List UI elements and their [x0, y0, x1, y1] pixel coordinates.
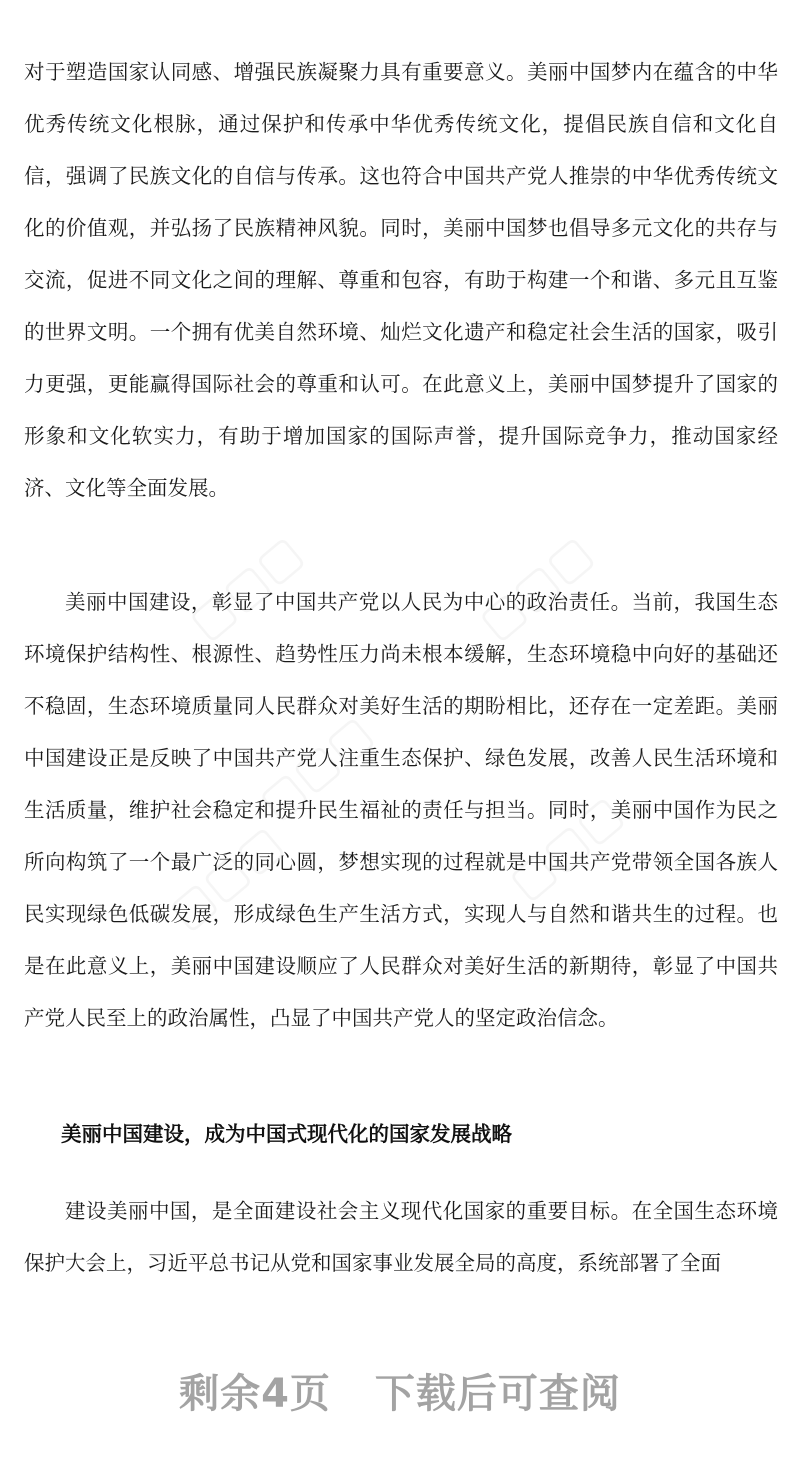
document-page — [24, 0, 778, 1474]
paragraph-3: 建设美丽中国，是全面建设社会主义现代化国家的重要目标。在全国生态环境保护大会上，习近平总书记从党和国家事业发展全局的高度，系统部署了全面 — [24, 1199, 778, 1275]
paragraph-2: 美丽中国建设，彰显了中国共产党以人民为中心的政治责任。当前，我国生态环境保护结构性、根源性、趋势性压力尚未根本缓解，生态环境稳中向好的基础还不稳固，生态环境质量同人民群众对美好生活的期盼相比，还存在一定差距。美丽中国建设正是反映了中国共产党人注重生态保护、绿色发展，改善人民生活环境和生活质量，维护社会稳定和提升民生福祉的责任与担当。同时，美丽中国作为民之所向构筑了一个最广泛的同心圆，梦想实现的过程就是中国共产党带领全国各族人民实现绿色低碳发展，形成绿色生产生活方式，实现人与自然和谐共生的过程。也是在此意义上，美丽中国建设顺应了人民群众对美好生活的新期待，彰显了中国共产党人民至上的政治属性，凸显了中国共产党人的坚定政治信念。 — [24, 590, 778, 1030]
paragraph-1: 对于塑造国家认同感、增强民族凝聚力具有重要意义。美丽中国梦内在蕴含的中华优秀传统文化根脉，通过保护和传承中华优秀传统文化，提倡民族自信和文化自信，强调了民族文化的自信与传承。这也符合中国共产党人推崇的中华优秀传统文化的价值观，并弘扬了民族精神风貌。同时，美丽中国梦也倡导多元文化的共存与交流，促进不同文化之间的理解、尊重和包容，有助于构建一个和谐、多元且互鉴的世界文明。一个拥有优美自然环境、灿烂文化遗产和稳定社会生活的国家，吸引力更强，更能赢得国际社会的尊重和认可。在此意义上，美丽中国梦提升了国家的形象和文化软实力，有助于增加国家的国际声誉，提升国际竞争力，推动国家经济、文化等全面发展。 — [24, 60, 778, 500]
watermark: ▢▢▢ — [467, 524, 603, 650]
watermark: ▢▢▢ — [497, 784, 633, 910]
download-prompt[interactable] — [0, 1362, 800, 1419]
watermark: ▢▢▢ — [157, 814, 293, 940]
watermark: ▢▢▢ — [247, 704, 383, 830]
download-to-view-label: 下载后可查阅 — [374, 1371, 621, 1417]
remaining-pages-label: 剩余4页 — [179, 1371, 331, 1417]
watermark: ▢▢▢ — [177, 524, 313, 650]
section-heading: 美丽中国建设，成为中国式现代化的国家发展战略 — [61, 1122, 512, 1146]
